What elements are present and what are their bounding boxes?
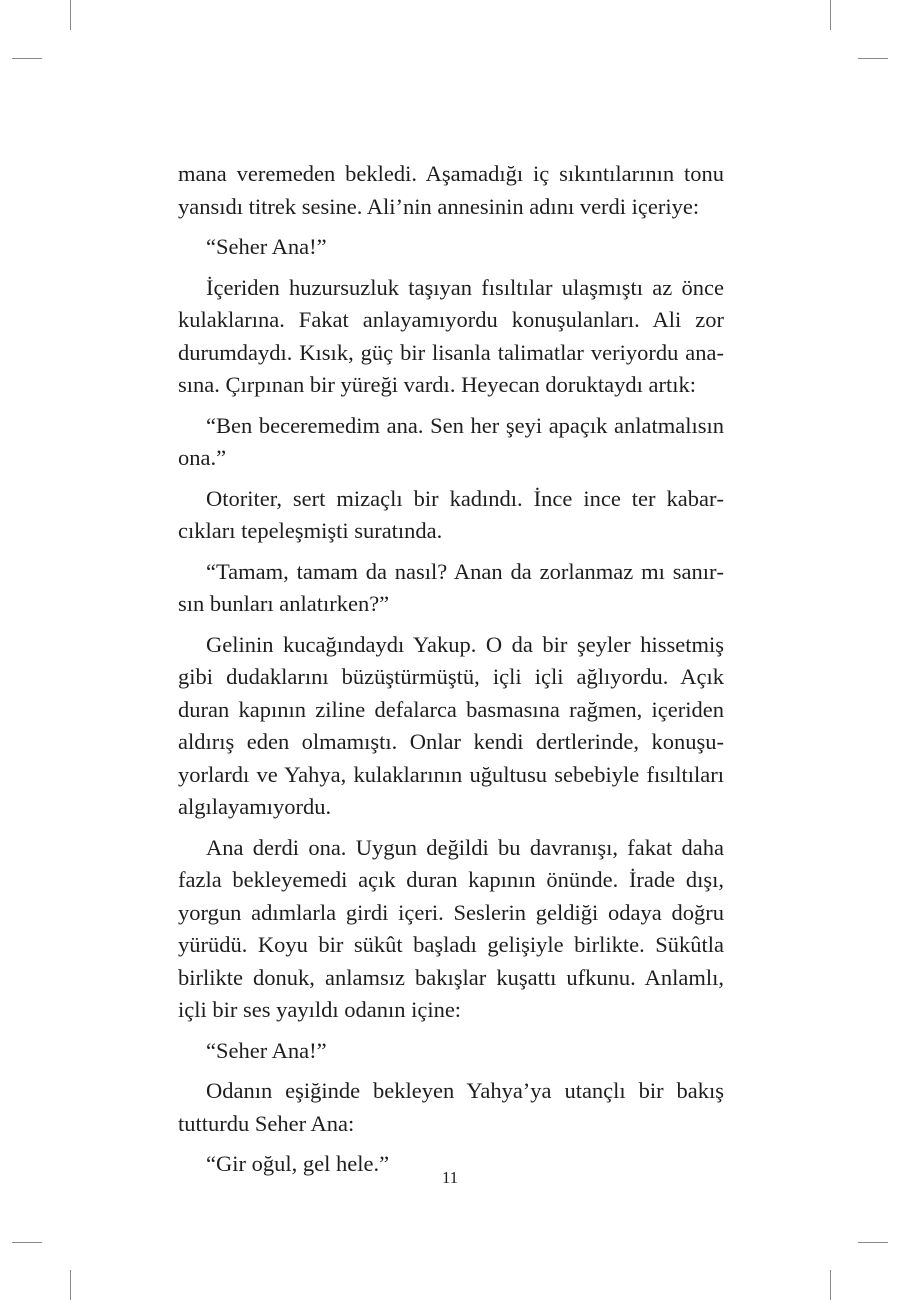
paragraph-1: mana veremeden bekledi. Aşamadığı iç sıkıntılarının tonu yansıdı titrek sesine. Ali’nin annesinin adını verdi içeriye: [178,161,724,219]
paragraph-4: “Ben beceremedim ana. Sen her şeyi apaçık anlatmalısın ona.” [178,412,724,470]
paragraph-5: Otoriter, sert mizaçlı bir kadındı. İnce ince ter kabarcıkları tepeleşmişti suratında. [178,485,724,543]
page-number: 11 [441,1168,459,1187]
page-body-text [178,158,724,1189]
crop-mark-bottom-left [70,1270,71,1300]
paragraph-3: İçeriden huzursuzluk taşıyan fısıltılar ulaşmıştı az önce kulaklarına. Fakat anlayamıyordu konuşulanları. Ali zor durumdaydı. Kısık, güç bir lisanla talimatlar veriyordu anasına. Çırpınan bir yüreği vardı. Heyecan doruktaydı artık: [178,274,724,397]
crop-mark-right-top [858,58,888,59]
crop-mark-top-left [70,0,71,30]
paragraph-8: Ana derdi ona. Uygun değildi bu davranışı, fakat daha fazla bekleyemedi açık duran kapının önünde. İrade dışı, yorgun adımlarla girdi içeri. Seslerin geldiği odaya doğru yürüdü. Koyu bir sükût başladı gelişiyle birlikte. Sükûtla birlikte donuk, anlamsız bakışlar kuşattı ufkunu. Anlamlı, içli bir ses yayıldı odanın içine: [178,834,724,1022]
crop-mark-bottom-right [830,1270,831,1300]
paragraph-2: “Seher Ana!” [206,234,327,259]
crop-mark-left-bottom [12,1242,42,1243]
paragraph-6: “Tamam, tamam da nasıl? Anan da zorlanmaz mı sanırsın bunları anlatırken?” [178,558,724,616]
paragraph-11: “Gir oğul, gel hele.” [206,1151,390,1176]
crop-mark-left-top [12,58,42,59]
paragraph-9: “Seher Ana!” [206,1037,327,1063]
paragraph-10: Odanın eşiğinde bekleyen Yahya’ya utançlı bir bakış tutturdu Seher Ana: [178,1078,724,1136]
crop-mark-top-right [830,0,831,30]
crop-mark-right-bottom [858,1242,888,1243]
paragraph-7: Gelinin kucağındaydı Yakup. O da bir şeyler hissetmiş gibi dudaklarını büzüştürmüştü, içli içli ağlıyordu. Açık duran kapının ziline defalarca basmasına rağmen, içeriden aldırış eden olmamıştı. Onlar kendi dertlerinde, konuşuyorlardı ve Yahya, kulaklarının uğultusu sebebiyle fısıltıları algılayamıyordu. [178,631,724,819]
